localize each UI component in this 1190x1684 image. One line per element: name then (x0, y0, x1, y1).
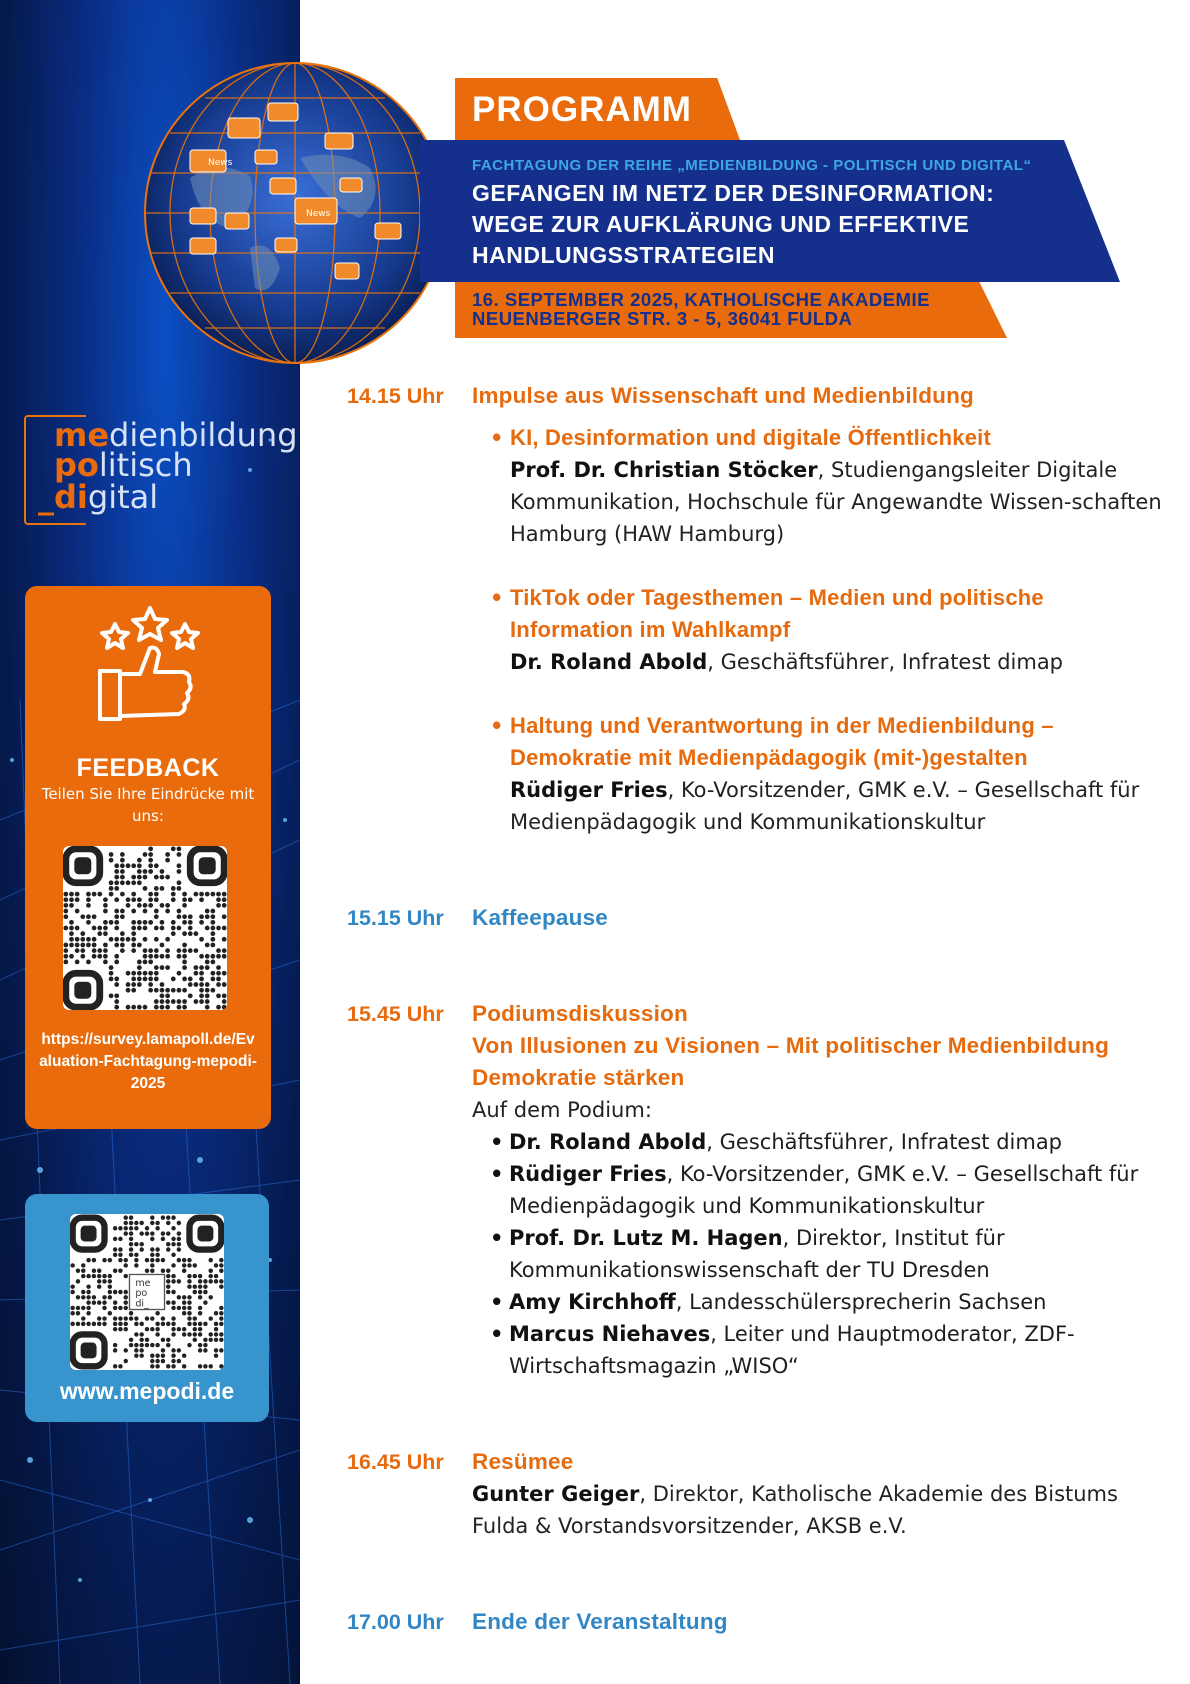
news-badge: News (306, 209, 331, 219)
website-url[interactable]: www.mepodi.de (59, 1378, 235, 1404)
feedback-url[interactable]: https://survey.lamapoll.de/Evaluation-Fachtagung-mepodi-2025 (39, 1031, 257, 1092)
session-title: Kaffeepause (472, 905, 609, 930)
globe-illustration (130, 58, 460, 368)
session-title: Resümee (472, 1449, 574, 1474)
panelist-role: , Geschäftsführer, Infratest dimap (706, 1130, 1063, 1154)
talk-title: Haltung und Verantwortung in der Medienbildung – Demokratie mit Medienpädagogik (mit-)gestalten (510, 713, 1054, 770)
logo-line-1: medienbildung (54, 416, 298, 454)
panelist-item: • Amy Kirchhoff, Landesschülersprecherin Sachsen (490, 1290, 1047, 1314)
session-1415 (347, 380, 1167, 838)
bullet: • (490, 426, 504, 450)
session-title: Podiumsdiskussion (472, 1001, 688, 1026)
panelist-role: , Direktor, Institut für Kommunikationswissenschaft der TU Dresden (509, 1226, 1005, 1282)
talk-title: TikTok oder Tagesthemen – Medien und politische Information im Wahlkampf (510, 585, 1044, 642)
bullet: • (490, 586, 504, 610)
feedback-subtitle: Teilen Sie Ihre Eindrücke mit uns: (41, 785, 255, 825)
session-1700 (347, 1606, 1167, 1638)
panelist-name: Dr. Roland Abold (509, 1130, 707, 1154)
session-time: 17.00 Uhr (347, 1610, 444, 1634)
speaker-name: Dr. Roland Abold (510, 650, 708, 674)
qr-logo-text: po (135, 1288, 148, 1300)
panelist-item: • Marcus Niehaves, Leiter und Hauptmoderator, ZDF-Wirtschaftsmagazin „WISO“ (490, 1322, 1075, 1378)
news-badge: News (208, 158, 233, 168)
speaker-name: Gunter Geiger (472, 1482, 640, 1506)
speaker-role: , Direktor, Katholische Akademie des Bistums Fulda & Vorstandsvorsitzender, AKSB e.V. (472, 1482, 1118, 1538)
event-headline: GEFANGEN IM NETZ DER DESINFORMATION: WEGE ZUR AUFKLÄRUNG UND EFFEKTIVE HANDLUNGSSTRATEGIEN (472, 180, 995, 268)
session-title: Ende der Veranstaltung (472, 1609, 728, 1634)
talk-item (490, 422, 1167, 550)
session-time: 16.45 Uhr (347, 1450, 444, 1474)
panelist-item: • Prof. Dr. Lutz M. Hagen, Direktor, Institut für Kommunikationswissenschaft der TU Dresden (490, 1226, 1005, 1282)
series-label: FACHTAGUNG DER REIHE „MEDIENBILDUNG - POLITISCH UND DIGITAL“ (472, 157, 1032, 174)
panelist-name: Amy Kirchhoff (509, 1290, 676, 1314)
event-date: 16. SEPTEMBER 2025, KATHOLISCHE AKADEMIE (472, 289, 930, 310)
panelist-role: , Leiter und Hauptmoderator, ZDF-Wirtschaftsmagazin „WISO“ (509, 1322, 1075, 1378)
speaker-role: , Studiengangsleiter Digitale Kommunikation, Hochschule für Angewandte Wissen-schaften Hamburg (HAW Hamburg) (510, 458, 1162, 546)
panelist-role: , Ko-Vorsitzender, GMK e.V. – Gesellschaft für Medienpädagogik und Kommunikationskultur (509, 1162, 1139, 1218)
session-1645 (347, 1446, 1167, 1542)
bullet: • (490, 714, 504, 738)
panelist-name: Rüdiger Fries (509, 1162, 667, 1186)
feedback-title: FEEDBACK (76, 754, 220, 782)
session-1545 (347, 998, 1167, 1382)
speaker-name: Prof. Dr. Christian Stöcker (510, 458, 818, 482)
talk-title: KI, Desinformation und digitale Öffentlichkeit (510, 425, 992, 450)
talk-item (490, 710, 1167, 838)
session-time: 14.15 Uhr (347, 384, 444, 408)
talk-item (490, 582, 1167, 678)
session-time: 15.45 Uhr (347, 1002, 444, 1026)
panel-intro: Auf dem Podium: (472, 1098, 652, 1122)
speaker-role: , Geschäftsführer, Infratest dimap (707, 650, 1064, 674)
feedback-qr-code[interactable] (63, 846, 227, 1010)
session-1515 (347, 902, 1167, 934)
session-time: 15.15 Uhr (347, 906, 444, 930)
logo-line-2: politisch (54, 446, 193, 484)
website-qr-code[interactable] (70, 1214, 224, 1370)
panelist-name: Prof. Dr. Lutz M. Hagen (509, 1226, 783, 1250)
speaker-role: , Ko-Vorsitzender, GMK e.V. – Gesellschaft für Medienpädagogik und Kommunikationskultur (510, 778, 1140, 834)
panelist-list (472, 1126, 1167, 1382)
qr-logo-text: me (135, 1278, 151, 1290)
panelist-name: Marcus Niehaves (509, 1322, 711, 1346)
thumbs-up-stars-icon (95, 606, 205, 726)
event-address: NEUENBERGER STR. 3 - 5, 36041 FULDA (472, 308, 853, 329)
page-title: PROGRAMM (472, 90, 692, 129)
panelist-role: , Landesschülersprecherin Sachsen (675, 1290, 1047, 1314)
website-card[interactable] (25, 1194, 269, 1422)
program-schedule (347, 380, 1167, 1638)
panelist-item: • Dr. Roland Abold, Geschäftsführer, Infratest dimap (490, 1130, 1063, 1154)
mepodi-logo (24, 415, 298, 525)
qr-logo-text: di_ (135, 1298, 149, 1310)
speaker-name: Rüdiger Fries (510, 778, 668, 802)
event-date-location (472, 290, 930, 328)
panelist-item: • Rüdiger Fries, Ko-Vorsitzender, GMK e.V. – Gesellschaft für Medienpädagogik und Kommunikationskultur (490, 1162, 1139, 1218)
session-subtitle: Von Illusionen zu Visionen – Mit politischer Medienbildung Demokratie stärken (472, 1033, 1110, 1090)
logo-line-3: _digital (38, 478, 159, 516)
session-title: Impulse aus Wissenschaft und Medienbildung (472, 383, 975, 408)
